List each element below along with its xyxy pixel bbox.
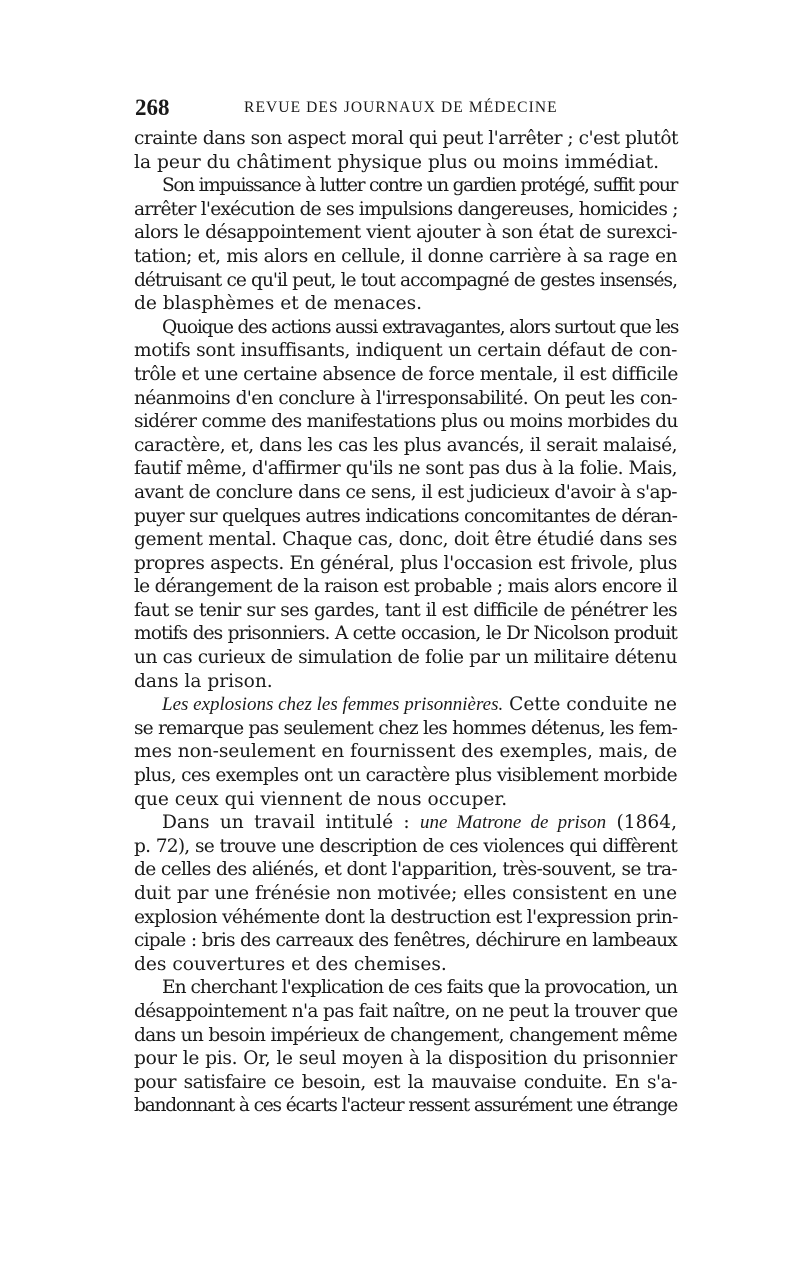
- text-line: propres aspects. En général, plus l'occasion est frivole, plus: [134, 552, 677, 574]
- text-line: dans la prison.: [134, 670, 273, 692]
- running-head: [0, 92, 800, 124]
- text-line: pour satisfaire ce besoin, est la mauvaise conduite. En s'a-: [134, 1071, 677, 1093]
- text-line: faut se tenir sur ses gardes, tant il est difficile de pénétrer les: [134, 599, 677, 621]
- text-line: alors le désappointement vient ajouter à son état de surexci-: [134, 222, 677, 244]
- text-line: [134, 811, 677, 835]
- text-line: arrêter l'exécution de ses impulsions dangereuses, homicides ;: [134, 198, 678, 220]
- text-line: Quoique des actions aussi extravagantes, alors surtout que les: [162, 316, 679, 338]
- text-line: explosion véhémente dont la destruction est l'expression prin-: [134, 906, 678, 928]
- text-line: motifs sont insuffisants, indiquent un certain défaut de con-: [134, 340, 677, 362]
- text-line: un cas curieux de simulation de folie par un militaire détenu: [134, 647, 677, 669]
- text-line: détruisant ce qu'il peut, le tout accompagné de gestes insensés,: [134, 269, 677, 291]
- text-line: duit par une frénésie non motivée; elles consistent en une: [134, 883, 677, 904]
- text-line: dans un besoin impérieux de changement, changement même: [134, 1024, 677, 1046]
- text-line: le dérangement de la raison est probable ; mais alors encore il: [134, 576, 677, 598]
- text-line: bandonnant à ces écarts l'acteur ressent assurément une étrange: [134, 1095, 677, 1117]
- text-line: plus, ces exemples ont un caractère plus visiblement morbide: [134, 765, 677, 787]
- text-line: motifs des prisonniers. A cette occasion, le Dr Nicolson produit: [134, 623, 677, 645]
- text-line: néanmoins d'en conclure à l'irresponsabilité. On peut les con-: [134, 387, 677, 409]
- text-line: caractère, et, dans les cas les plus avancés, il serait malaisé,: [134, 434, 677, 456]
- text-line: cipale : bris des carreaux des fenêtres, déchirure en lambeaux: [134, 930, 677, 952]
- text-line: trôle et une certaine absence de force mentale, il est difficile: [134, 363, 678, 385]
- text-line: désappointement n'a pas fait naître, on ne peut la trouver que: [134, 1000, 678, 1022]
- section-heading: Les explosions chez les femmes prisonnières.: [162, 694, 504, 716]
- text-line: En cherchant l'explication de ces faits que la provocation, un: [162, 977, 677, 999]
- text-line: gement mental. Chaque cas, donc, doit être étudié dans ses: [134, 529, 677, 551]
- text-line: la peur du châtiment physique plus ou moins immédiat.: [134, 151, 660, 173]
- text-line: pour le pis. Or, le seul moyen à la disposition du prisonnier: [134, 1048, 677, 1070]
- text-line: avant de conclure dans ce sens, il est judicieux d'avoir à s'ap-: [134, 481, 677, 503]
- cited-work-title: une Matrone de prison: [420, 812, 607, 834]
- text-line: [134, 693, 677, 717]
- text-line: puyer sur quelques autres indications concomitantes de déran-: [134, 505, 677, 527]
- text-line: crainte dans son aspect moral qui peut l'arrêter ; c'est plutôt: [134, 128, 679, 149]
- text-line: des couvertures et des chemises.: [134, 953, 447, 975]
- journal-title: REVUE DES JOURNAUX DE MÉDECINE: [244, 99, 558, 116]
- text-run: Cette conduite ne: [503, 694, 678, 716]
- text-line: de blasphèmes et de menaces.: [134, 293, 423, 315]
- text-line: Son impuissance à lutter contre un gardien protégé, suffit pour: [162, 175, 677, 197]
- text-run: Dans un travail intitulé :: [162, 812, 421, 834]
- text-line: tation; et, mis alors en cellule, il donne carrière à sa rage en: [134, 245, 677, 267]
- text-line: fautif même, d'affirmer qu'ils ne sont pas dus à la folie. Mais,: [134, 458, 677, 480]
- text-line: sidérer comme des manifestations plus ou moins morbides du: [134, 411, 678, 433]
- text-line: que ceux qui viennent de nous occuper.: [134, 788, 508, 810]
- page-number: 268: [135, 95, 170, 120]
- text-line: de celles des aliénés, et dont l'apparition, très-souvent, se tra-: [134, 859, 677, 881]
- body-text: [134, 127, 677, 1118]
- text-line: se remarque pas seulement chez les hommes détenus, les fem-: [134, 717, 677, 739]
- text-line: p. 72), se trouve une description de ces violences qui diffèrent: [134, 835, 677, 857]
- text-run: (1864,: [606, 812, 677, 834]
- text-line: mes non-seulement en fournissent des exemples, mais, de: [134, 741, 677, 763]
